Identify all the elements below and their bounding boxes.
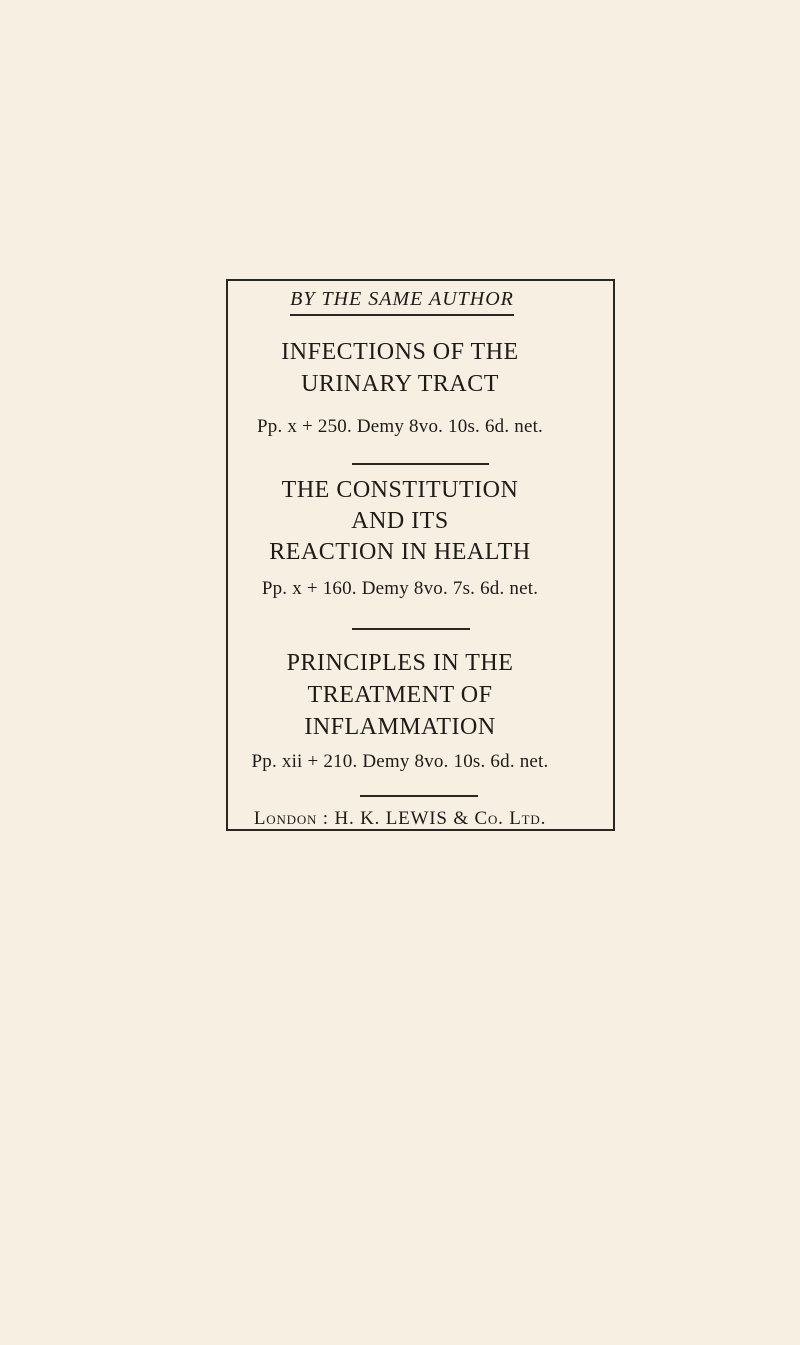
imprint-separator: : (322, 808, 329, 829)
book-3-details: Pp. xii + 210. Demy 8vo. 10s. 6d. net. (251, 751, 549, 772)
imprint-ampersand: & (453, 808, 469, 829)
publisher-imprint (0, 808, 800, 830)
separator-rule-1 (352, 463, 489, 465)
book-1-title-line-1: INFECTIONS OF THE (281, 339, 519, 365)
section-heading-text: BY THE SAME AUTHOR (290, 288, 514, 316)
book-2-title-line-1: THE CONSTITUTION (281, 477, 519, 503)
imprint-company: Co. Ltd. (474, 808, 547, 829)
book-3-title-line-2: TREATMENT OF (307, 682, 493, 708)
book-1-title-line-2: URINARY TRACT (301, 371, 499, 397)
book-2-title-line-2: AND ITS (351, 508, 449, 534)
book-3-title-line-3: INFLAMMATION (304, 714, 496, 740)
book-1-details: Pp. x + 250. Demy 8vo. 10s. 6d. net. (256, 416, 544, 437)
section-heading (0, 288, 800, 316)
separator-rule-3 (360, 795, 478, 797)
separator-rule-2 (352, 628, 470, 630)
imprint-city: London (253, 808, 318, 829)
imprint-publisher: H. K. LEWIS (334, 808, 448, 829)
book-3-title-line-1: PRINCIPLES IN THE (286, 650, 514, 676)
book-2-details: Pp. x + 160. Demy 8vo. 7s. 6d. net. (261, 578, 539, 599)
book-2-title-line-3: REACTION IN HEALTH (269, 539, 531, 565)
